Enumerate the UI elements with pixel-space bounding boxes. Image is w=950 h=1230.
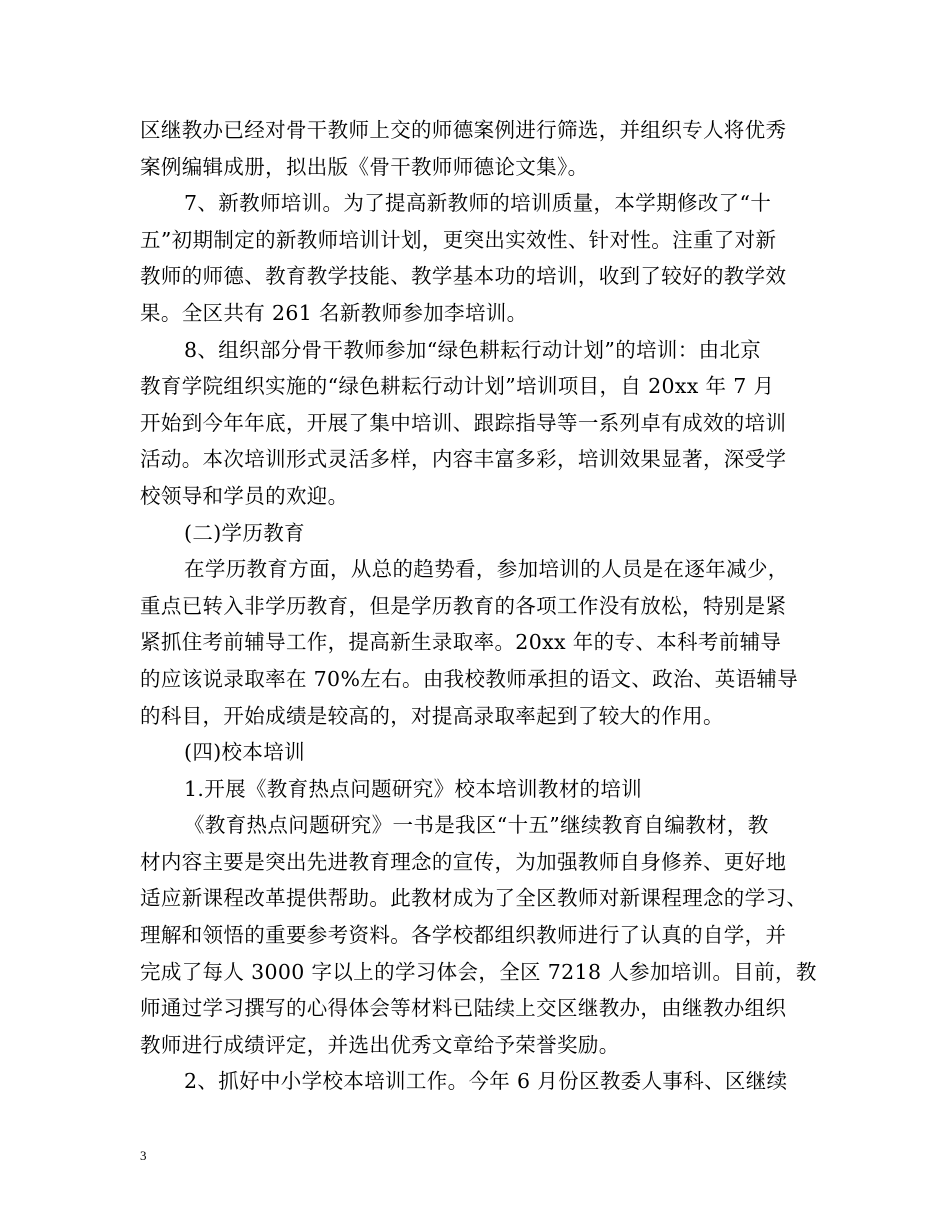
text-line: 7、新教师培训。为了提高新教师的培训质量，本学期修改了“十 bbox=[184, 191, 772, 216]
text-line: 教育学院组织实施的“绿色耕耘行动计划”培训项目，自 20xx 年 7 月 bbox=[140, 374, 775, 399]
text-line: 案例编辑成册，拟出版《骨干教师师德论文集》。 bbox=[140, 154, 589, 179]
text-line: 紧抓住考前辅导工作，提高新生录取率。20xx 年的专、本科考前辅导 bbox=[140, 630, 782, 655]
text-line: 区继教办已经对骨干教师上交的师德案例进行筛选，并组织专人将优秀 bbox=[140, 118, 787, 142]
text-line: 理解和领悟的重要参考资料。各学校都组织教师进行了认真的自学，并 bbox=[140, 923, 787, 948]
section-heading: (四)校本培训 bbox=[184, 740, 305, 765]
text-line: 教师的师德、教育教学技能、教学基本功的培训，收到了较好的教学效 bbox=[140, 264, 787, 289]
text-line: 8、组织部分骨干教师参加“绿色耕耘行动计划”的培训：由北京 bbox=[184, 337, 762, 362]
text-line: 活动。本次培训形式灵活多样，内容丰富多彩，培训效果显著，深受学 bbox=[140, 447, 787, 472]
document-body bbox=[140, 112, 820, 1100]
text-line: 在学历教育方面，从总的趋势看，参加培训的人员是在逐年减少， bbox=[184, 557, 789, 582]
text-line: 的科目，开始成绩是较高的，对提高录取率起到了较大的作用。 bbox=[140, 703, 724, 728]
text-line: 材内容主要是突出先进教育理念的宣传，为加强教师自身修养、更好地 bbox=[140, 849, 787, 874]
text-line: 果。全区共有 261 名新教师参加李培训。 bbox=[140, 300, 528, 325]
text-line: 五”初期制定的新教师培训计划，更突出实效性、针对性。注重了对新 bbox=[140, 227, 777, 252]
text-line: 校领导和学员的欢迎。 bbox=[140, 483, 349, 508]
text-line: 2、抓好中小学校本培训工作。今年 6 月份区教委人事科、区继续 bbox=[184, 1069, 788, 1094]
subsection-heading: 1.开展《教育热点问题研究》校本培训教材的培训 bbox=[184, 776, 643, 801]
text-line: 完成了每人 3000 字以上的学习体会，全区 7218 人参加培训。目前，教 bbox=[140, 959, 817, 984]
page-number: 3 bbox=[140, 1148, 147, 1163]
text-line: 重点已转入非学历教育，但是学历教育的各项工作没有放松，特别是紧 bbox=[140, 593, 787, 618]
section-heading: (二)学历教育 bbox=[184, 520, 305, 545]
text-line: 师通过学习撰写的心得体会等材料已陆续上交区继教办，由继教办组织 bbox=[140, 996, 787, 1021]
text-line: 教师进行成绩评定，并选出优秀文章给予荣誉奖励。 bbox=[140, 1032, 620, 1057]
text-line: 适应新课程改革提供帮助。此教材成为了全区教师对新课程理念的学习、 bbox=[140, 886, 808, 911]
text-line: 开始到今年年底，开展了集中培训、跟踪指导等一系列卓有成效的培训 bbox=[140, 410, 787, 435]
text-line: 《教育热点问题研究》一书是我区“十五”继续教育自编教材，教 bbox=[184, 813, 769, 838]
text-line: 的应该说录取率在 70%左右。由我校教师承担的语文、政治、英语辅导 bbox=[140, 666, 799, 691]
